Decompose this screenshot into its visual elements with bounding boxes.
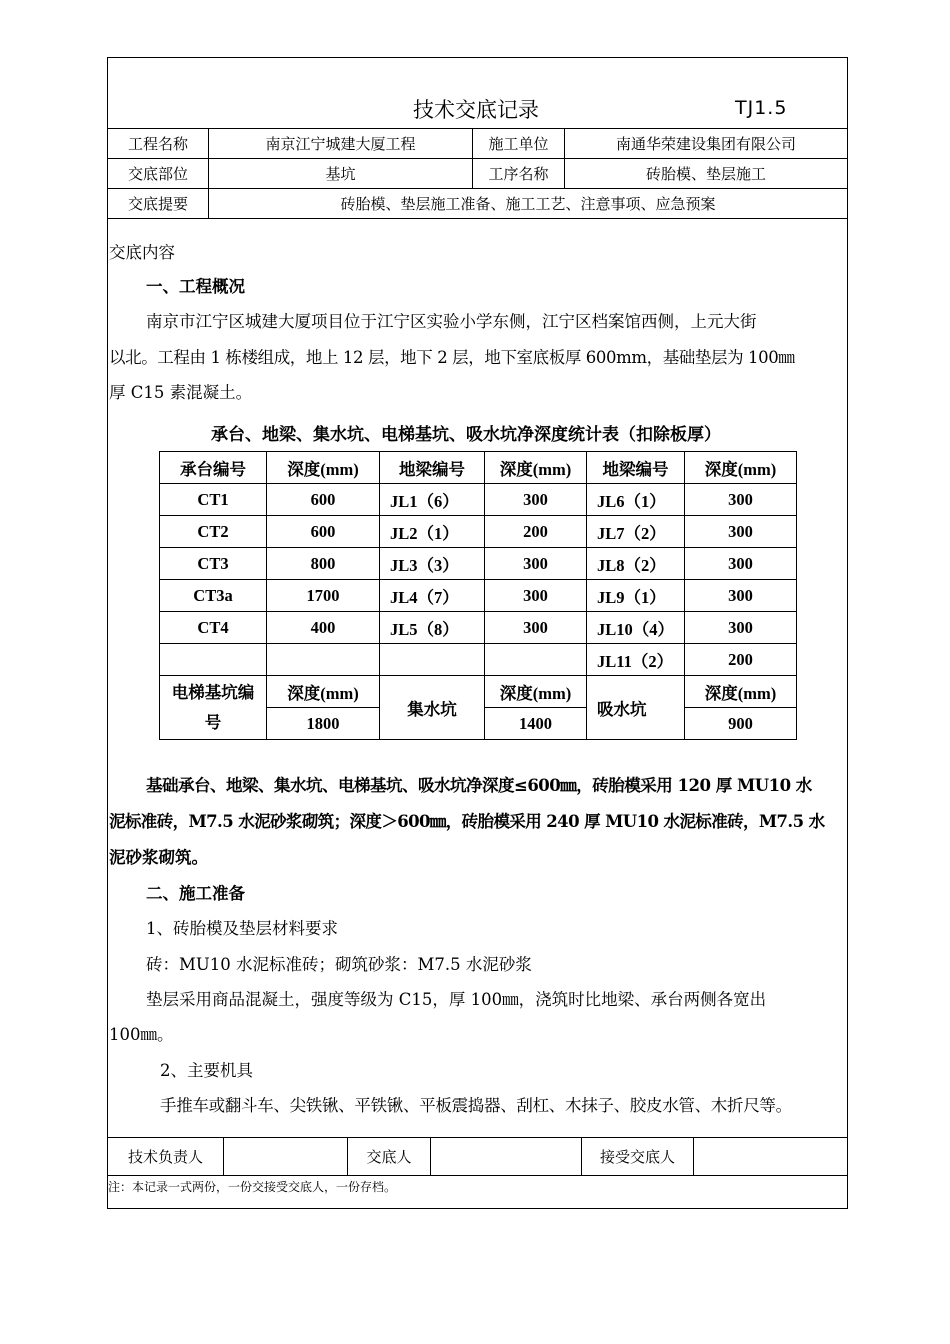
depth-stats-table	[159, 451, 797, 740]
process-label: 工序名称	[473, 159, 565, 189]
table-cell: 200	[485, 516, 587, 548]
tools-list: 手推车或翻斗车、尖铁锹、平铁锹、平板震捣器、刮杠、木抹子、胶皮水管、木折尺等。	[160, 1096, 792, 1115]
table-cell: 300	[685, 516, 797, 548]
table-row	[160, 516, 797, 548]
table-cell: CT2	[160, 516, 267, 548]
process: 砖胎模、垫层施工	[565, 159, 848, 189]
section-overview: 一、工程概况	[146, 277, 245, 296]
table-cell: CT3a	[160, 580, 267, 612]
table-cell: JL8（2）	[587, 548, 685, 580]
project-name: 南京江宁城建大厦工程	[209, 129, 473, 159]
brick-mold-line-1: 基础承台、地梁、集水坑、电梯基坑、吸水坑净深度≤600㎜，砖胎模采用 120 厚 MU10 水	[146, 776, 812, 795]
section-preparation: 二、施工准备	[146, 884, 245, 903]
project-name-label: 工程名称	[108, 129, 209, 159]
discloser-field[interactable]	[431, 1138, 582, 1176]
header-cell: 地梁编号	[587, 452, 685, 484]
table-cell: 300	[485, 580, 587, 612]
table-cell: JL11（2）	[587, 644, 685, 676]
table-cell: 300	[685, 484, 797, 516]
overview-line-3: 厚 C15 素混凝土。	[109, 383, 253, 402]
table-row	[160, 580, 797, 612]
table-cell: 400	[267, 612, 380, 644]
header-cell: 深度(mm)	[685, 452, 797, 484]
table-cell: 200	[685, 644, 797, 676]
elevator-depth: 1800	[267, 708, 380, 740]
table-cell: CT1	[160, 484, 267, 516]
page-title: 技术交底记录	[413, 98, 539, 122]
table-row	[160, 484, 797, 516]
pit-row	[160, 676, 797, 708]
header-cell: 承台编号	[160, 452, 267, 484]
record-code: TJ1.5	[735, 97, 788, 119]
table-cell: 600	[267, 484, 380, 516]
receiver-label: 接受交底人	[582, 1138, 694, 1176]
table-cell: 600	[267, 516, 380, 548]
table-cell: 1700	[267, 580, 380, 612]
table-cell: 300	[685, 612, 797, 644]
table-cell: 300	[485, 548, 587, 580]
table-cell	[485, 644, 587, 676]
sump-depth-label: 深度(mm)	[485, 676, 587, 708]
table-cell: 300	[485, 612, 587, 644]
table-cell	[160, 644, 267, 676]
tech-lead-label: 技术负责人	[108, 1138, 224, 1176]
suction-depth: 900	[685, 708, 797, 740]
tools-subheading: 2、主要机具	[160, 1061, 253, 1080]
table-cell: JL7（2）	[587, 516, 685, 548]
stats-table-title: 承台、地梁、集水坑、电梯基坑、吸水坑净深度统计表（扣除板厚）	[211, 425, 721, 445]
contractor: 南通华荣建设集团有限公司	[565, 129, 848, 159]
table-cell: JL5（8）	[380, 612, 485, 644]
receiver-field[interactable]	[694, 1138, 848, 1176]
summary: 砖胎模、垫层施工准备、施工工艺、注意事项、应急预案	[209, 189, 848, 219]
table-cell: 300	[485, 484, 587, 516]
suction-pit-label: 吸水坑	[587, 676, 685, 740]
table-cell: JL1（6）	[380, 484, 485, 516]
tech-lead-field[interactable]	[224, 1138, 348, 1176]
table-cell: JL2（1）	[380, 516, 485, 548]
table-row	[160, 612, 797, 644]
material-text: 砖：MU10 水泥标准砖；砌筑砂浆：M7.5 水泥砂浆	[146, 955, 532, 974]
brick-mold-line-2: 泥标准砖，M7.5 水泥砂浆砌筑；深度＞600㎜，砖胎模采用 240 厚 MU10 水泥标准砖，M7.5 水	[109, 812, 825, 831]
sump-label: 集水坑	[380, 676, 485, 740]
table-cell: CT4	[160, 612, 267, 644]
cushion-line-2: 100㎜。	[109, 1025, 174, 1044]
elevator-pit-label: 电梯基坑编号	[160, 676, 267, 740]
table-cell: 300	[685, 548, 797, 580]
overview-line-1: 南京市江宁区城建大厦项目位于江宁区实验小学东侧，江宁区档案馆西侧，上元大街	[146, 312, 757, 331]
contractor-label: 施工单位	[473, 129, 565, 159]
brick-mold-line-3: 泥砂浆砌筑。	[109, 848, 208, 867]
table-cell: JL10（4）	[587, 612, 685, 644]
table-cell	[380, 644, 485, 676]
summary-label: 交底提要	[108, 189, 209, 219]
stats-header-row	[160, 452, 797, 484]
elevator-depth-label: 深度(mm)	[267, 676, 380, 708]
table-cell: 800	[267, 548, 380, 580]
table-cell: JL3（3）	[380, 548, 485, 580]
header-cell: 地梁编号	[380, 452, 485, 484]
part-label: 交底部位	[108, 159, 209, 189]
suction-depth-label: 深度(mm)	[685, 676, 797, 708]
table-cell: JL9（1）	[587, 580, 685, 612]
table-cell: 300	[685, 580, 797, 612]
table-cell: JL4（7）	[380, 580, 485, 612]
discloser-label: 交底人	[348, 1138, 431, 1176]
signature-table	[107, 1137, 848, 1176]
overview-line-2: 以北。工程由 1 栋楼组成，地上 12 层，地下 2 层，地下室底板厚 600mm，基础垫层为 100㎜	[109, 348, 795, 367]
content-heading: 交底内容	[109, 243, 175, 262]
table-cell: CT3	[160, 548, 267, 580]
table-cell: JL6（1）	[587, 484, 685, 516]
table-row	[160, 548, 797, 580]
header-cell: 深度(mm)	[485, 452, 587, 484]
sump-depth: 1400	[485, 708, 587, 740]
cushion-line-1: 垫层采用商品混凝土，强度等级为 C15，厚 100㎜，浇筑时比地梁、承台两侧各宽出	[146, 990, 767, 1009]
info-table	[107, 128, 848, 219]
header-cell: 深度(mm)	[267, 452, 380, 484]
table-row	[160, 644, 797, 676]
footer-note: 注：本记录一式两份，一份交接受交底人，一份存档。	[108, 1180, 397, 1194]
material-subheading: 1、砖胎模及垫层材料要求	[146, 919, 338, 938]
part: 基坑	[209, 159, 473, 189]
table-cell	[267, 644, 380, 676]
